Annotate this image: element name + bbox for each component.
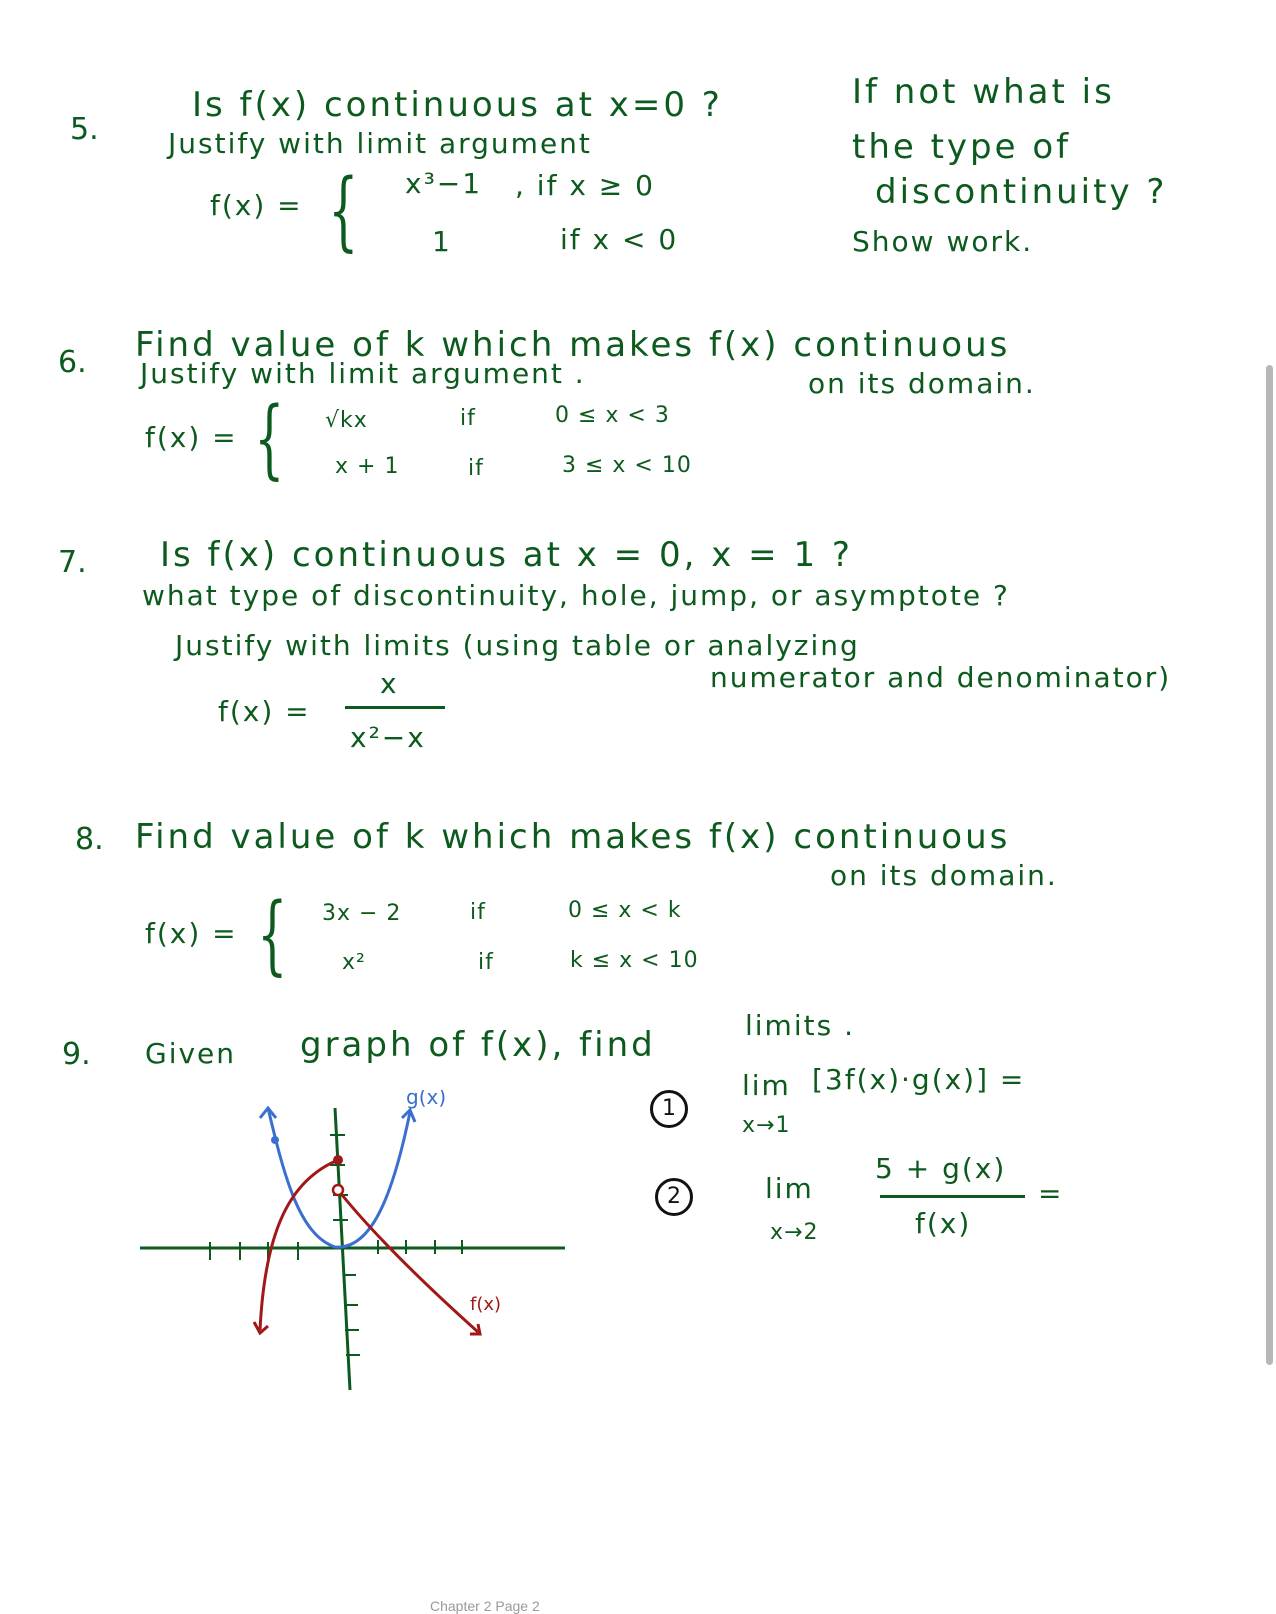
q9-number: 9. bbox=[62, 1037, 91, 1072]
q7-numerator: x bbox=[380, 667, 399, 700]
q9-item1-lim: lim bbox=[742, 1069, 791, 1102]
q5-case1-expr: x³−1 bbox=[405, 167, 483, 200]
q8-fx-label: f(x) = bbox=[145, 917, 238, 950]
q6-number: 6. bbox=[58, 345, 87, 380]
q6-fx-label: f(x) = bbox=[145, 421, 238, 454]
q9-item2-subscript: x→2 bbox=[770, 1220, 819, 1245]
q9-graph bbox=[130, 1090, 580, 1400]
q6-question-line2: Justify with limit argument . bbox=[140, 357, 586, 390]
q6-case2-condition: if bbox=[468, 456, 484, 481]
q9-item1-subscript: x→1 bbox=[742, 1113, 791, 1138]
q5-case2-condition: if x < 0 bbox=[560, 223, 679, 256]
q9-item2-marker bbox=[655, 1175, 693, 1216]
vertical-scrollbar[interactable] bbox=[1266, 365, 1273, 1365]
q8-side: on its domain. bbox=[830, 859, 1058, 892]
q9-item2-fraction-bar bbox=[880, 1195, 1025, 1198]
q5-side-line2: the type of bbox=[852, 127, 1072, 167]
q5-side-line3: discontinuity ? bbox=[875, 172, 1168, 212]
q8-case2-range: k ≤ x < 10 bbox=[570, 948, 699, 973]
q9-item2-numerator: 5 + g(x) bbox=[875, 1152, 1007, 1185]
q8-case1-expr: 3x − 2 bbox=[322, 901, 402, 926]
q9-given: Given bbox=[145, 1037, 237, 1070]
q9-item2-denominator: f(x) bbox=[915, 1207, 972, 1240]
q6-brace: { bbox=[254, 389, 285, 489]
q9-item1-marker bbox=[650, 1087, 688, 1128]
graph-f-label: f(x) bbox=[470, 1294, 502, 1315]
q5-question-line2: Justify with limit argument bbox=[168, 127, 592, 160]
q5-question-line1: Is f(x) continuous at x=0 ? bbox=[192, 85, 723, 125]
q9-question-line1: graph of f(x), find bbox=[300, 1025, 656, 1065]
q9-item2-equals: = bbox=[1038, 1177, 1064, 1210]
q8-number: 8. bbox=[75, 822, 104, 857]
graph-f-open-point bbox=[333, 1185, 343, 1195]
q5-fx-label: f(x) = bbox=[210, 189, 303, 222]
q9-item2-circle: 2 bbox=[655, 1178, 693, 1216]
q6-side: on its domain. bbox=[808, 367, 1036, 400]
q7-fx-label: f(x) = bbox=[218, 695, 311, 728]
q8-case1-condition: if bbox=[470, 900, 486, 925]
q7-question-line3: Justify with limits (using table or analyzing bbox=[175, 629, 860, 662]
q6-case1-condition: if bbox=[460, 406, 476, 431]
q7-question-line2: what type of discontinuity, hole, jump, or asymptote ? bbox=[142, 579, 1010, 612]
q5-side-line1: If not what is bbox=[852, 72, 1115, 112]
q6-case2-expr: x + 1 bbox=[335, 454, 400, 479]
q8-brace: { bbox=[257, 885, 288, 985]
page-footer: Chapter 2 Page 2 bbox=[430, 1598, 540, 1614]
q5-case1-condition: , if x ≥ 0 bbox=[515, 169, 655, 202]
q9-item1-circle: 1 bbox=[650, 1090, 688, 1128]
q5-case2-expr: 1 bbox=[432, 225, 452, 258]
q8-case1-range: 0 ≤ x < k bbox=[568, 898, 682, 923]
q5-side-line4: Show work. bbox=[852, 225, 1034, 258]
graph-g-point bbox=[271, 1136, 279, 1144]
q6-case1-expr: √kx bbox=[325, 408, 368, 433]
q6-case2-range: 3 ≤ x < 10 bbox=[562, 453, 692, 478]
q9-item2-lim: lim bbox=[765, 1172, 814, 1205]
q6-question-line1: Find value of k which makes f(x) continuous bbox=[135, 325, 1011, 365]
q5-number: 5. bbox=[70, 112, 99, 147]
q6-case1-range: 0 ≤ x < 3 bbox=[555, 403, 670, 428]
q7-question-line4: numerator and denominator) bbox=[710, 661, 1172, 694]
graph-f-closed-point bbox=[333, 1155, 343, 1165]
q7-denominator: x²−x bbox=[350, 721, 426, 754]
q8-case2-expr: x² bbox=[342, 950, 366, 975]
graph-g-label: g(x) bbox=[406, 1090, 447, 1109]
q8-case2-condition: if bbox=[478, 950, 494, 975]
q8-question-line1: Find value of k which makes f(x) continuous bbox=[135, 817, 1011, 857]
q9-limits-word: limits . bbox=[745, 1009, 855, 1042]
q5-brace: { bbox=[328, 161, 359, 261]
graph-ticks bbox=[210, 1135, 462, 1355]
q9-item1-expression: [3f(x)·g(x)] = bbox=[812, 1063, 1026, 1096]
q7-question-line1: Is f(x) continuous at x = 0, x = 1 ? bbox=[160, 535, 853, 575]
q7-fraction-bar bbox=[345, 706, 445, 709]
q7-number: 7. bbox=[58, 545, 87, 580]
